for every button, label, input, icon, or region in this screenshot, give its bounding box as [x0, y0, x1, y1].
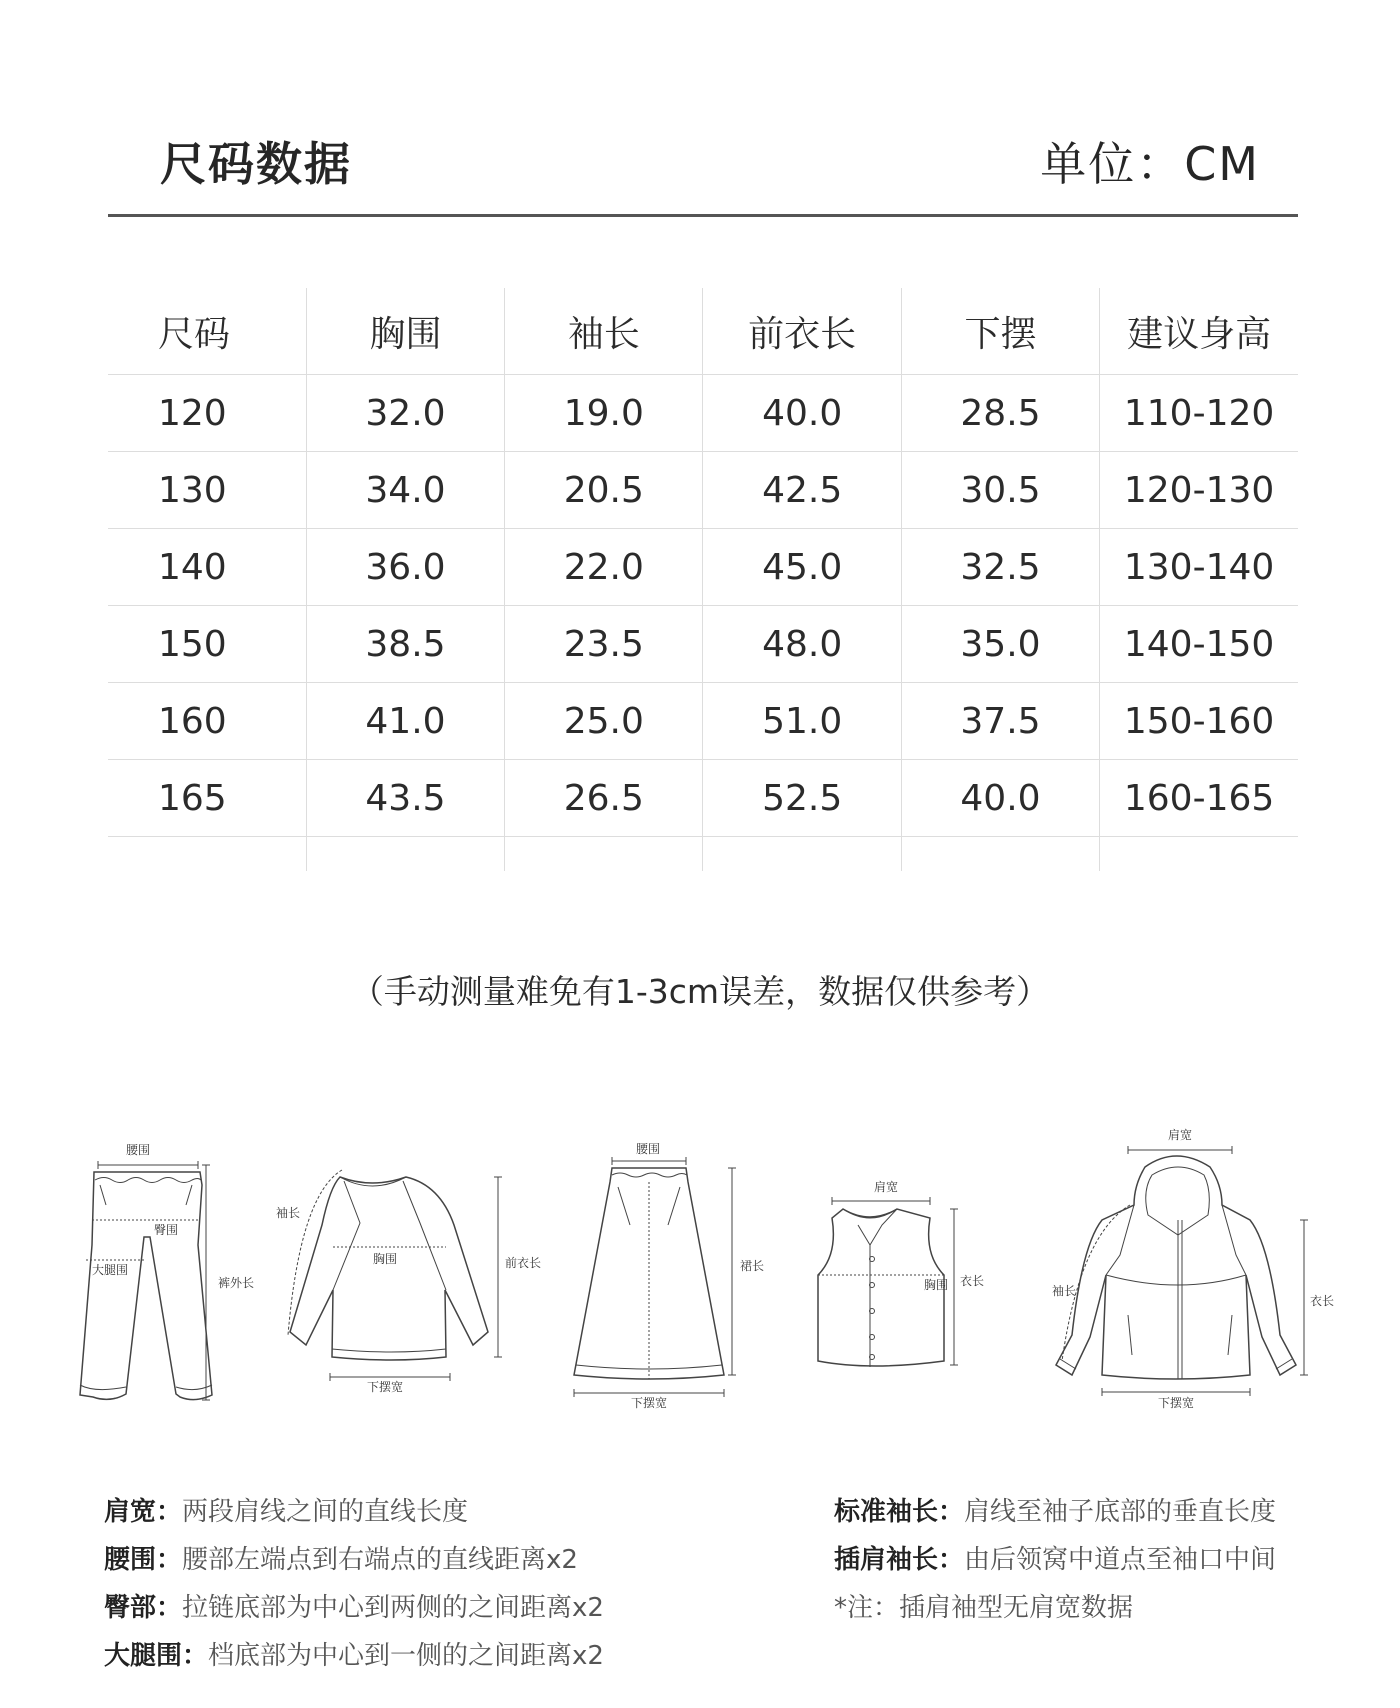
table-cell: 30.5: [901, 452, 1099, 529]
definition-desc: 两段肩线之间的直线长度: [182, 1497, 469, 1527]
measurement-diagrams: [0, 1125, 1400, 1425]
definition-item: [104, 1584, 604, 1632]
table-cell: 110-120: [1100, 375, 1298, 452]
top-front-length-label: 前衣长: [505, 1256, 542, 1270]
page-title: 尺码数据: [160, 137, 352, 191]
jacket-sleeve-label: 袖长: [1052, 1284, 1077, 1298]
table-cell: 42.5: [703, 452, 901, 529]
definition-term: 腰围：: [104, 1545, 183, 1575]
definition-term: 臀部：: [104, 1593, 183, 1623]
definition-desc: 拉链底部为中心到两侧的之间距离x2: [182, 1593, 604, 1623]
definition-item: [834, 1584, 1276, 1632]
skirt-diagram: [574, 1157, 736, 1397]
table-cell: 160: [108, 683, 306, 760]
table-header-row: [108, 288, 1298, 375]
pants-waist-label: 腰围: [126, 1143, 151, 1157]
table-cell: 37.5: [901, 683, 1099, 760]
column-header-hem: 下摆: [901, 288, 1099, 375]
definition-desc: 肩线至袖子底部的垂直长度: [964, 1497, 1277, 1527]
column-header-sleeve: 袖长: [505, 288, 703, 375]
column-header-height: 建议身高: [1100, 288, 1298, 375]
definition-item: [834, 1488, 1276, 1536]
column-header-front-length: 前衣长: [703, 288, 901, 375]
table-cell: 130: [108, 452, 306, 529]
table-cell: 34.0: [306, 452, 504, 529]
pants-hip-label: 臀围: [154, 1223, 179, 1237]
definition-term: 肩宽：: [104, 1497, 183, 1527]
table-cell: 22.0: [505, 529, 703, 606]
table-cell: 26.5: [505, 760, 703, 837]
top-sleeve-label: 袖长: [276, 1206, 301, 1220]
table-cell: 52.5: [703, 760, 901, 837]
table-cell: 160-165: [1100, 760, 1298, 837]
table-cell: 150: [108, 606, 306, 683]
table-row: [108, 375, 1298, 452]
definition-term: 大腿围：: [104, 1641, 209, 1671]
skirt-waist-label: 腰围: [636, 1142, 661, 1156]
table-cell: 41.0: [306, 683, 504, 760]
top-hem-label: 下摆宽: [367, 1380, 404, 1394]
table-cell: 28.5: [901, 375, 1099, 452]
table-cell: 32.5: [901, 529, 1099, 606]
table-cell: 45.0: [703, 529, 901, 606]
table-cell: 40.0: [703, 375, 901, 452]
table-row: [108, 760, 1298, 837]
table-cell: 20.5: [505, 452, 703, 529]
table-cell: 32.0: [306, 375, 504, 452]
jacket-shoulder-label: 肩宽: [1168, 1128, 1193, 1142]
table-cell: 19.0: [505, 375, 703, 452]
table-cell: 130-140: [1100, 529, 1298, 606]
table-row-spacer: [108, 837, 1298, 872]
table-cell: 165: [108, 760, 306, 837]
vest-chest-label: 胸围: [924, 1278, 949, 1292]
column-header-chest: 胸围: [306, 288, 504, 375]
top-diagram: [288, 1170, 502, 1381]
definition-item: [104, 1488, 604, 1536]
table-cell: 120: [108, 375, 306, 452]
table-row: [108, 606, 1298, 683]
vest-length-label: 衣长: [960, 1274, 985, 1288]
jacket-length-label: 衣长: [1310, 1294, 1335, 1308]
table-cell: 25.0: [505, 683, 703, 760]
jacket-hem-label: 下摆宽: [1158, 1396, 1195, 1410]
definition-desc: 由后领窝中道点至袖口中间: [964, 1545, 1277, 1575]
definitions-right: [834, 1488, 1276, 1632]
table-cell: 40.0: [901, 760, 1099, 837]
definition-term: 插肩袖长：: [834, 1545, 965, 1575]
definition-desc: *注：插肩袖型无肩宽数据: [834, 1593, 1134, 1623]
pants-outseam-label: 裤外长: [218, 1276, 255, 1290]
table-cell: 51.0: [703, 683, 901, 760]
table-cell: 140: [108, 529, 306, 606]
table-cell: 120-130: [1100, 452, 1298, 529]
table-row: [108, 529, 1298, 606]
pants-diagram: [80, 1161, 212, 1400]
table-cell: 150-160: [1100, 683, 1298, 760]
table-cell: 140-150: [1100, 606, 1298, 683]
skirt-length-label: 裙长: [740, 1259, 765, 1273]
table-cell: 48.0: [703, 606, 901, 683]
column-header-size: 尺码: [108, 288, 306, 375]
table-cell: 23.5: [505, 606, 703, 683]
definition-term: 标准袖长：: [834, 1497, 965, 1527]
definition-item: [104, 1536, 604, 1584]
size-table: [108, 288, 1298, 871]
table-row: [108, 452, 1298, 529]
table-cell: 35.0: [901, 606, 1099, 683]
jacket-diagram: [1056, 1146, 1308, 1396]
unit-label: 单位：CM: [1040, 137, 1260, 191]
definition-desc: 档底部为中心到一侧的之间距离x2: [208, 1641, 604, 1671]
definitions-left: [104, 1488, 604, 1680]
table-cell: 38.5: [306, 606, 504, 683]
table-cell: 43.5: [306, 760, 504, 837]
definition-item: [104, 1632, 604, 1680]
table-row: [108, 683, 1298, 760]
top-chest-label: 胸围: [373, 1252, 398, 1266]
vest-shoulder-label: 肩宽: [874, 1180, 899, 1194]
pants-thigh-label: 大腿围: [92, 1263, 129, 1277]
skirt-hem-label: 下摆宽: [631, 1396, 668, 1410]
table-cell: 36.0: [306, 529, 504, 606]
measurement-note: （手动测量难免有1-3cm误差，数据仅供参考）: [350, 972, 1050, 1011]
definition-item: [834, 1536, 1276, 1584]
header-divider: [108, 214, 1298, 217]
definition-desc: 腰部左端点到右端点的直线距离x2: [182, 1545, 578, 1575]
